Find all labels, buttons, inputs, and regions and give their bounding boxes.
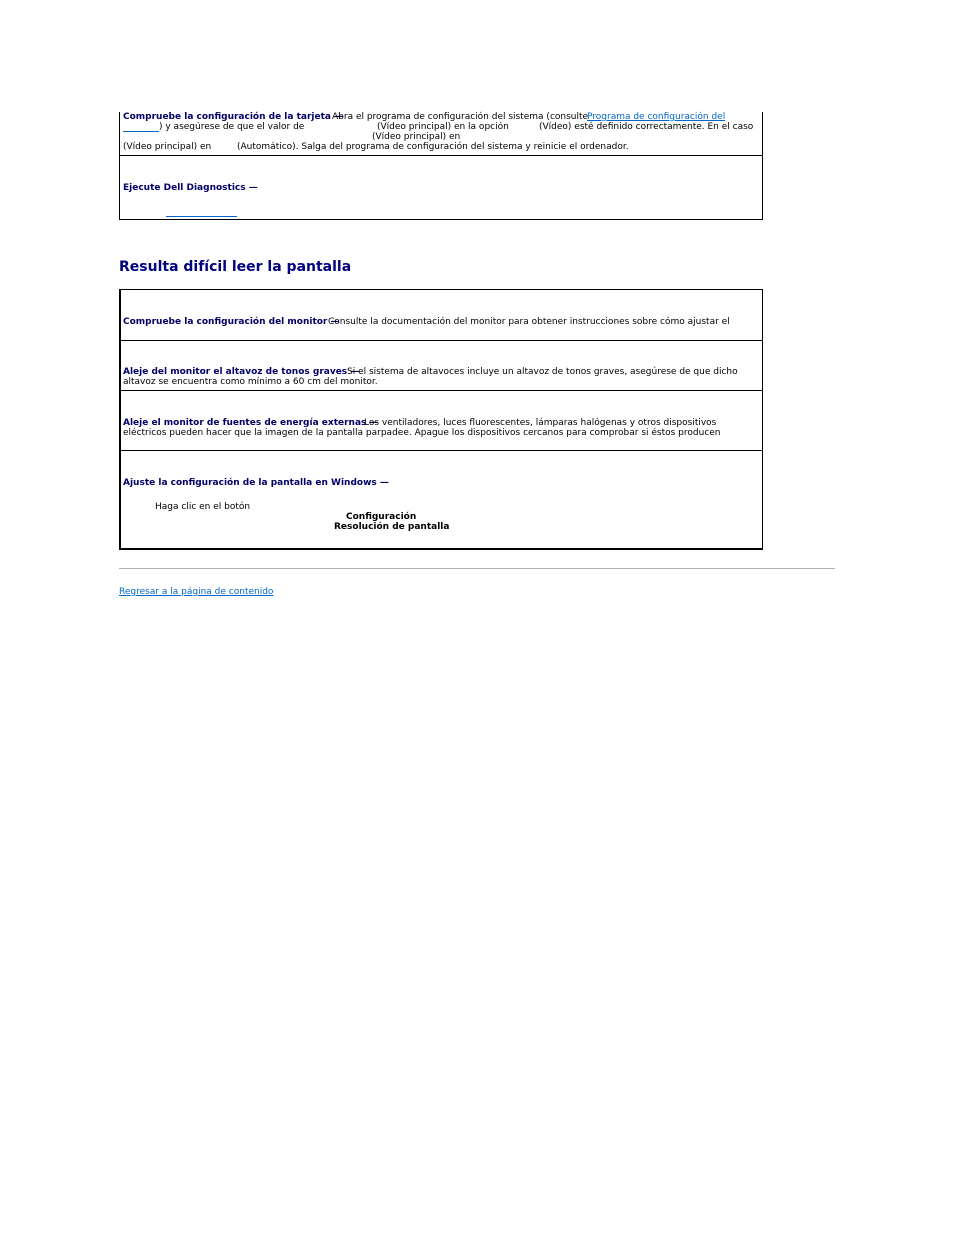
table1-left-border — [119, 112, 120, 220]
check-card-config-title: Compruebe la configuración de la tarjeta — — [123, 112, 344, 122]
move-subwoofer-text-b: altavoz se encuentra como mínimo a 60 cm del monitor. — [123, 377, 378, 387]
check-card-config-text-b: ) y asegúrese de que el valor de — [159, 122, 305, 132]
check-card-config-text-c: (Vídeo principal) en la opción — [377, 122, 509, 132]
table1-bottom-border — [119, 219, 763, 220]
check-monitor-config-title: Compruebe la configuración del monitor — — [123, 317, 340, 327]
setup-program-link-continuation[interactable] — [123, 131, 159, 132]
table2-divider-1 — [119, 340, 763, 341]
move-from-power-sources-text-b: eléctricos pueden hacer que la imagen de la pantalla parpadee. Apague los dispositivos cercanos para comprobar si éstos producen — [123, 428, 721, 438]
section-heading: Resulta difícil leer la pantalla — [119, 259, 352, 275]
table1-row-divider — [119, 155, 763, 156]
table2-divider-3 — [119, 450, 763, 451]
setup-program-link[interactable]: Programa de configuración del — [587, 112, 726, 122]
move-from-power-sources-text-a: Los ventiladores, luces fluorescentes, lámparas halógenas y otros dispositivos — [364, 418, 717, 428]
run-diagnostics-title: Ejecute Dell Diagnostics — — [123, 183, 258, 193]
check-card-config-text-f: (Vídeo principal) en — [123, 142, 212, 152]
footer-divider — [119, 568, 835, 569]
move-subwoofer-title: Aleje del monitor el altavoz de tonos graves — — [123, 367, 360, 377]
back-to-contents-link[interactable]: Regresar a la página de contenido — [119, 587, 274, 597]
table2-divider-2 — [119, 390, 763, 391]
adjust-windows-display-title: Ajuste la configuración de la pantalla en Windows — — [123, 478, 389, 488]
table1-right-border — [762, 112, 763, 220]
check-card-config-text-a: Abra el programa de configuración del sistema (consulte — [332, 112, 589, 122]
check-card-config-text-e: (Vídeo principal) en — [372, 132, 461, 142]
check-monitor-config-text: Consulte la documentación del monitor para obtener instrucciones sobre cómo ajustar el — [328, 317, 730, 327]
diagnostics-link-underline[interactable] — [166, 216, 237, 217]
check-card-config-text-g: (Automático). Salga del programa de configuración del sistema y reinicie el ordenador. — [237, 142, 629, 152]
step-screen-resolution-label: Resolución de pantalla — [334, 522, 450, 532]
step-click-start-button: Haga clic en el botón — [155, 502, 251, 512]
move-subwoofer-text-a: Si el sistema de altavoces incluye un altavoz de tonos graves, asegúrese de que dicho — [347, 367, 738, 377]
move-from-power-sources-title: Aleje el monitor de fuentes de energía externas — — [123, 418, 379, 428]
check-card-config-text-d: (Vídeo) esté definido correctamente. En el caso — [539, 122, 754, 132]
step-settings-label: Configuración — [346, 512, 417, 522]
